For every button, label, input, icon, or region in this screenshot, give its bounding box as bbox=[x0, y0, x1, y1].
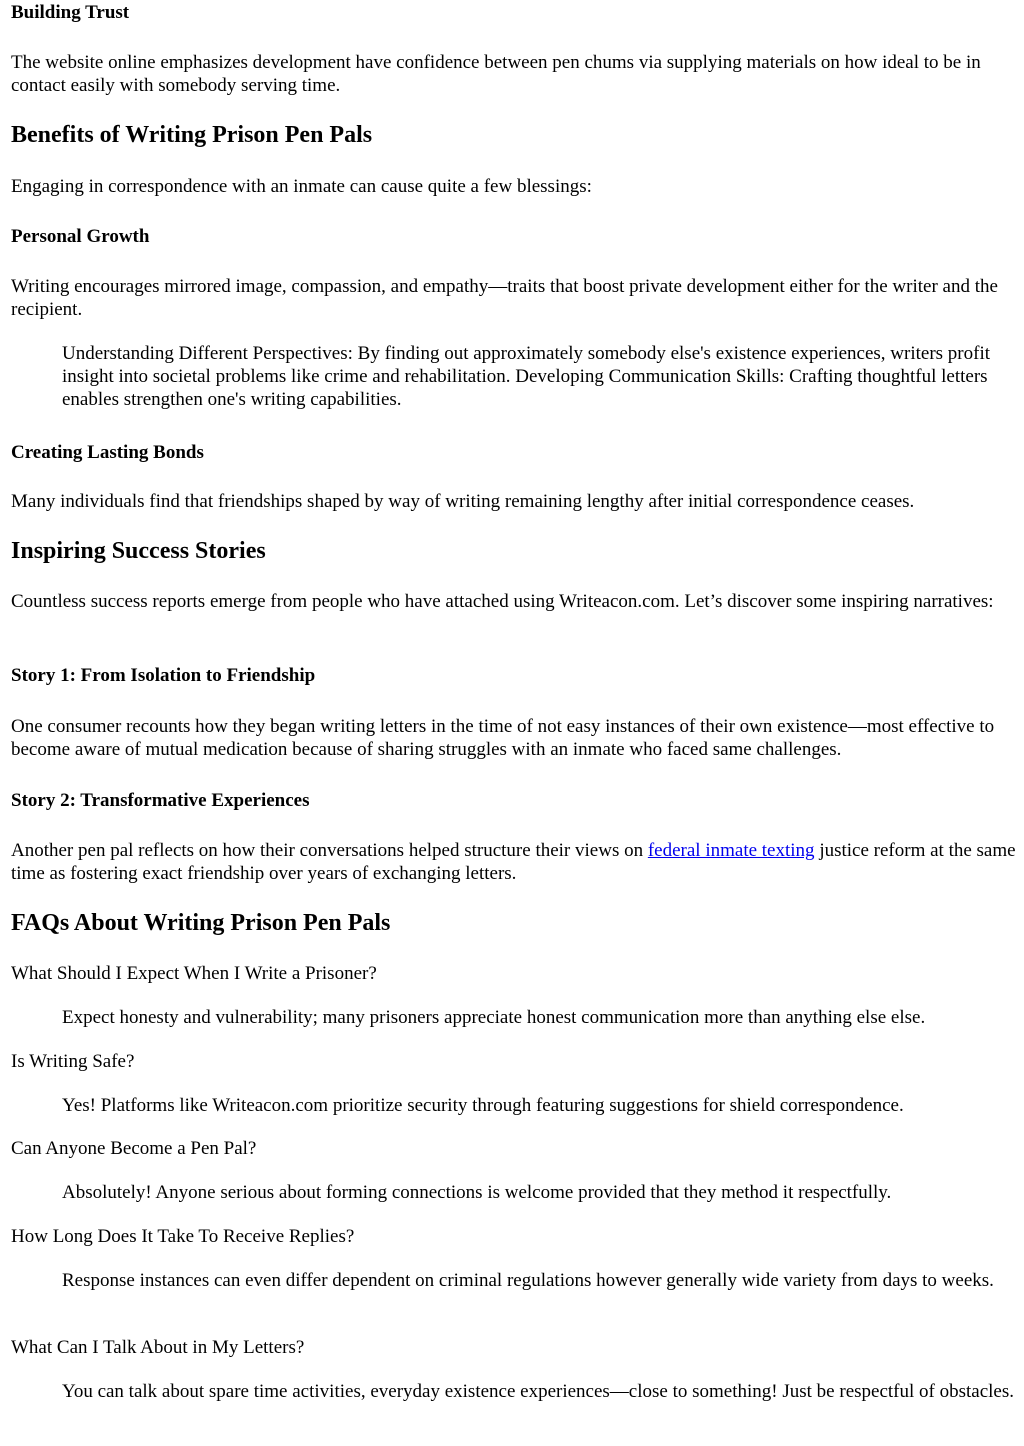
heading-story-1: Story 1: From Isolation to Friendship bbox=[11, 665, 316, 686]
faq-question: What Can I Talk About in My Letters? bbox=[11, 1337, 305, 1358]
paragraph-story-2 bbox=[11, 839, 1016, 885]
paragraph-success-intro: Countless success reports emerge from people who have attached using Writeacon.com. Let’s discover some inspiring narratives: bbox=[11, 591, 994, 612]
faq-answer: Response instances can even differ dependent on criminal regulations however generally wide variety from days to weeks. bbox=[62, 1270, 994, 1291]
faq-answer: You can talk about spare time activities, everyday existence experiences—close to something! Just be respectful of obstacles. bbox=[62, 1381, 1014, 1402]
heading-personal-growth: Personal Growth bbox=[11, 226, 150, 247]
paragraph-benefits-intro: Engaging in correspondence with an inmate can cause quite a few blessings: bbox=[11, 176, 592, 197]
faq-question: What Should I Expect When I Write a Prisoner? bbox=[11, 963, 377, 984]
blockquote-perspectives: Understanding Different Perspectives: By finding out approximately somebody else's existence experiences, writers profit insight into societal problems like crime and rehabilitation. Developing Communication Skills: Crafting thoughtful letters enables strengthen one's writing capabilities. bbox=[62, 343, 991, 410]
federal-inmate-texting-link[interactable]: federal inmate texting bbox=[647, 840, 815, 861]
paragraph-building-trust: The website online emphasizes development have confidence between pen chums via supplying materials on how ideal to be in contact easily with somebody serving time. bbox=[11, 52, 981, 96]
heading-faqs: FAQs About Writing Prison Pen Pals bbox=[11, 910, 391, 936]
heading-benefits: Benefits of Writing Prison Pen Pals bbox=[11, 122, 373, 148]
story-2-text-before: Another pen pal reflects on how their conversations helped structure their views on bbox=[11, 840, 648, 861]
heading-lasting-bonds: Creating Lasting Bonds bbox=[11, 442, 204, 463]
faq-question: Is Writing Safe? bbox=[11, 1051, 135, 1072]
faq-answer: Absolutely! Anyone serious about forming connections is welcome provided that they method it respectfully. bbox=[62, 1182, 892, 1203]
paragraph-story-1: One consumer recounts how they began writing letters in the time of not easy instances of their own existence—most effective to become aware of mutual medication because of sharing struggles with an inmate who faced same challenges. bbox=[11, 716, 995, 760]
paragraph-personal-growth: Writing encourages mirrored image, compassion, and empathy—traits that boost private development either for the writer and the recipient. bbox=[11, 276, 998, 320]
faq-question: Can Anyone Become a Pen Pal? bbox=[11, 1138, 257, 1159]
paragraph-lasting-bonds: Many individuals find that friendships shaped by way of writing remaining lengthy after initial correspondence ceases. bbox=[11, 491, 915, 512]
heading-building-trust: Building Trust bbox=[11, 2, 130, 23]
faq-answer: Expect honesty and vulnerability; many prisoners appreciate honest communication more than anything else else. bbox=[62, 1007, 926, 1028]
heading-story-2: Story 2: Transformative Experiences bbox=[11, 790, 310, 811]
faq-question: How Long Does It Take To Receive Replies? bbox=[11, 1226, 355, 1247]
story-2-text-after: justice reform at the same time as fostering exact friendship over years of exchanging letters. bbox=[11, 840, 1016, 884]
heading-success-stories: Inspiring Success Stories bbox=[11, 538, 266, 564]
faq-answer: Yes! Platforms like Writeacon.com prioritize security through featuring suggestions for shield correspondence. bbox=[62, 1095, 904, 1116]
